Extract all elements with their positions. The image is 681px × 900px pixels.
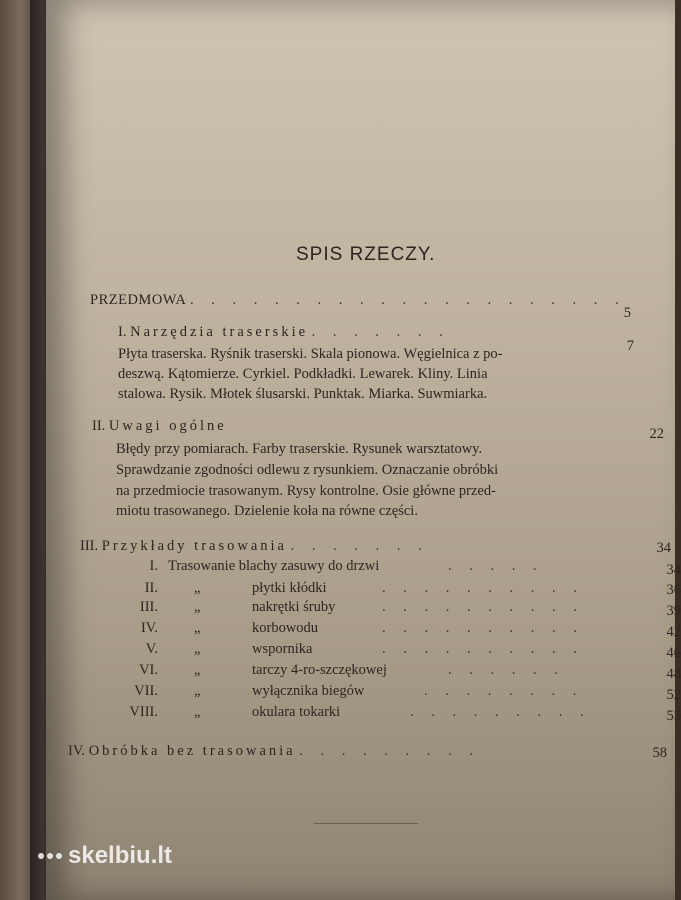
toc-page-number: 34: [656, 540, 671, 556]
subitem-text: Trasowanie blachy zasuwy do drzwi: [168, 558, 380, 574]
chapter-description-line: Płyta traserska. Ryśnik traserski. Skala pionowa. Węgielnica z po-: [118, 346, 503, 362]
ditto-mark: „: [194, 662, 201, 678]
toc-entry-chapter-3: [80, 538, 429, 555]
ditto-mark: „: [194, 599, 201, 615]
watermark-text: skelbiu.lt: [68, 842, 173, 869]
ditto-mark: „: [194, 580, 201, 596]
book-page: [46, 0, 681, 900]
chapter-description-line: miotu trasowanego. Dzielenie koła na równe części.: [116, 503, 418, 519]
subitem-number: VIII.: [129, 704, 158, 720]
subitem-page: 34: [666, 562, 681, 578]
toc-page-number: 58: [652, 745, 667, 761]
subitem-page: 48: [666, 666, 681, 682]
chapter-description-line: na przedmiocie trasowanym. Rysy kontrolne. Osie główne przed-: [116, 483, 496, 499]
subitem-number: IV.: [140, 620, 158, 636]
subitem-text: tarczy 4-ro-szczękowej: [252, 662, 387, 678]
subitem-page: 55: [666, 708, 681, 724]
subitem-text: okulara tokarki: [252, 704, 341, 720]
ditto-mark: „: [194, 704, 201, 720]
subitem-text: wspornika: [252, 641, 313, 657]
chapter-description-line: stalowa. Rysik. Młotek ślusarski. Punktak. Miarka. Suwmiarka.: [118, 386, 488, 402]
watermark-dots-icon: [38, 853, 62, 859]
leader-dots: . . . . .: [448, 558, 544, 574]
subitem-number: VI.: [139, 662, 158, 678]
toc-entry-preface: [90, 292, 626, 309]
chapter-title: Uwagi ogólne: [108, 418, 227, 434]
chapter-title: Przykłady trasowania: [101, 538, 287, 554]
subitem-number: III.: [139, 599, 158, 615]
leader-dots: . . . . . . . . . .: [382, 620, 584, 636]
subitem-page: 42: [666, 624, 681, 640]
chapter-description-line: Błędy przy pomiarach. Farby traserskie. Rysunek warsztatowy.: [116, 441, 483, 457]
leader-dots: . . . . . . . . .: [410, 704, 591, 720]
ditto-mark: „: [194, 641, 201, 657]
subitem-page: 46: [666, 645, 681, 661]
leader-dots: . . . . . . .: [311, 324, 450, 340]
leader-dots: . . . . . . . . . .: [382, 580, 584, 596]
leader-dots: . . . . . . . .: [424, 683, 584, 699]
leader-dots: . . . . . . . . . .: [382, 641, 584, 657]
subitem-page: 39: [666, 603, 681, 619]
subitem-text: wyłącznika biegów: [252, 683, 365, 699]
subitem-text: nakrętki śruby: [252, 599, 336, 615]
toc-entry-chapter-1: [118, 324, 450, 341]
subitem-page: 52: [666, 687, 681, 703]
leader-dots: . . . . . . . . . .: [382, 599, 584, 615]
ditto-mark: „: [194, 620, 201, 636]
chapter-description-line: Sprawdzanie zgodności odlewu z rysunkiem. Oznaczanie obróbki: [116, 462, 499, 478]
leader-dots: . . . . . . . . . . . . . . . . . . . . .: [189, 292, 626, 308]
leader-dots: . . . . . . .: [290, 538, 429, 554]
watermark: [38, 842, 172, 870]
subitem-number: V.: [145, 641, 158, 657]
toc-page-number: 7: [626, 338, 634, 354]
chapter-number: IV.: [68, 743, 86, 759]
chapter-number: III.: [80, 538, 99, 554]
chapter-title: Narzędzia traserskie: [130, 324, 309, 340]
subitem-number: I.: [149, 558, 158, 574]
subitem-number: VII.: [134, 683, 158, 699]
leader-dots: . . . . . . . . .: [299, 743, 480, 759]
toc-entry-chapter-4: [68, 743, 480, 760]
leader-dots: . . . . . .: [448, 662, 565, 678]
subitem-text: korbowodu: [252, 620, 319, 636]
subitem-page: 36: [666, 582, 681, 598]
toc-page-number: 22: [649, 426, 664, 442]
chapter-number: II.: [92, 418, 106, 434]
page-title: SPIS RZECZY.: [296, 244, 436, 265]
toc-page-number: 5: [623, 305, 631, 321]
ditto-mark: „: [194, 683, 201, 699]
chapter-description-line: deszwą. Kątomierze. Cyrkiel. Podkładki. Lewarek. Kliny. Linia: [118, 366, 488, 382]
chapter-title: Obróbka bez trasowania: [88, 743, 296, 759]
chapter-number: I.: [118, 324, 127, 340]
toc-preface-label: PRZEDMOWA: [90, 292, 187, 308]
toc-entry-chapter-2: [92, 418, 227, 435]
subitem-text: płytki kłódki: [252, 580, 327, 596]
subitem-number: II.: [144, 580, 158, 596]
closing-rule: [314, 823, 418, 824]
